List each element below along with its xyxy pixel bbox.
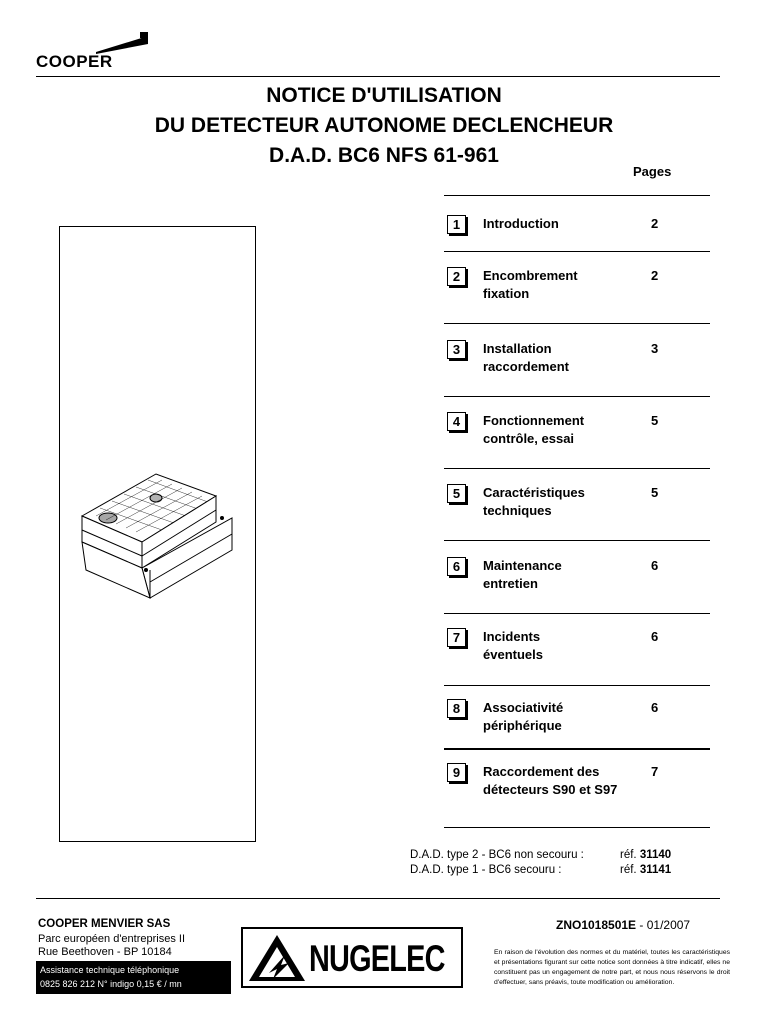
toc-page-number: 2 [651,216,659,231]
toc-page-number: 3 [651,341,659,356]
toc-entry-maintenance: Maintenance entretien [483,558,562,591]
detector-illustration [76,458,240,604]
legal-notice: En raison de l'évolution des normes et du matériel, toutes les caractéristiques et présentations figurant sur cette notice sont données à titre indicatif, elles ne constituent pas un engagement de notre part, et nous nous réservons le droit d'effectuer, sans préavis, toute modification ou amélioration. [494,949,730,986]
toc-page-number: 6 [651,700,659,715]
toc-rule [444,827,710,828]
toc-entry-incidents: Incidents éventuels [483,629,543,662]
document-reference: ZNO1018501E - 01/2007 [556,918,691,932]
toc-page-number: 7 [651,764,659,779]
toc-entry-encombrement: Encombrement fixation [483,268,578,301]
toc-entry-installation: Installation raccordement [483,341,569,374]
toc-entry-fonctionnement: Fonctionnement contrôle, essai [483,413,585,446]
toc-number-badge: 9 [447,763,466,782]
header-rule [36,76,720,77]
toc-entry-raccordement-detecteurs: Raccordement des détecteurs S90 et S97 [483,764,618,797]
toc-pages-heading: Pages [633,164,672,179]
nugelec-logo [241,927,463,988]
toc-page-number: 2 [651,268,659,283]
toc-rule [444,748,710,750]
toc-number-badge: 6 [447,557,466,576]
toc-entry-associativite: Associativité périphérique [483,700,564,733]
company-address-line-2: Rue Beethoven - BP 10184 [38,946,172,958]
toc-number-badge: 8 [447,699,466,718]
toc-number-badge: 7 [447,628,466,647]
toc-rule [444,613,710,614]
cooper-logo [36,30,132,72]
toc-rule [444,396,710,397]
technical-assistance-box [36,961,231,994]
toc-page-number: 6 [651,558,659,573]
assistance-title: Assistance technique téléphonique [40,965,180,975]
toc-number-badge: 1 [447,215,466,234]
toc-rule [444,251,710,252]
toc-rule [444,540,710,541]
toc-rule [444,468,710,469]
reference-type1-value: réf. 31141 [620,864,672,876]
company-address-line-1: Parc européen d'entreprises II [38,933,186,945]
title-line-1: NOTICE D'UTILISATION [266,84,502,107]
title-line-2: DU DETECTEUR AUTONOME DECLENCHEUR [154,114,614,137]
reference-type2-label: D.A.D. type 2 - BC6 non secouru : [410,849,584,861]
reference-type1-label: D.A.D. type 1 - BC6 secouru : [410,864,562,876]
footer-rule [36,898,720,899]
toc-entry-introduction: Introduction [483,216,559,231]
toc-rule [444,195,710,196]
toc-number-badge: 4 [447,412,466,431]
cooper-logo-mark-icon [94,32,150,54]
toc-entry-caracteristiques: Caractéristiques techniques [483,485,585,518]
toc-rule [444,685,710,686]
toc-page-number: 5 [651,485,659,500]
toc-page-number: 6 [651,629,659,644]
toc-number-badge: 3 [447,340,466,359]
toc-page-number: 5 [651,413,659,428]
nugelec-wordmark: NUGELEC [309,938,445,979]
assistance-phone: 0825 826 212 N° indigo 0,15 € / mn [40,979,182,989]
toc-number-badge: 5 [447,484,466,503]
reference-type2-value: réf. 31140 [620,849,672,861]
title-line-3: D.A.D. BC6 NFS 61-961 [269,144,499,167]
cooper-logo-text: COOPER [36,52,113,71]
toc-rule [444,323,710,324]
nugelec-emblem-icon [247,933,307,983]
company-name: COOPER MENVIER SAS [38,918,171,930]
toc-number-badge: 2 [447,267,466,286]
